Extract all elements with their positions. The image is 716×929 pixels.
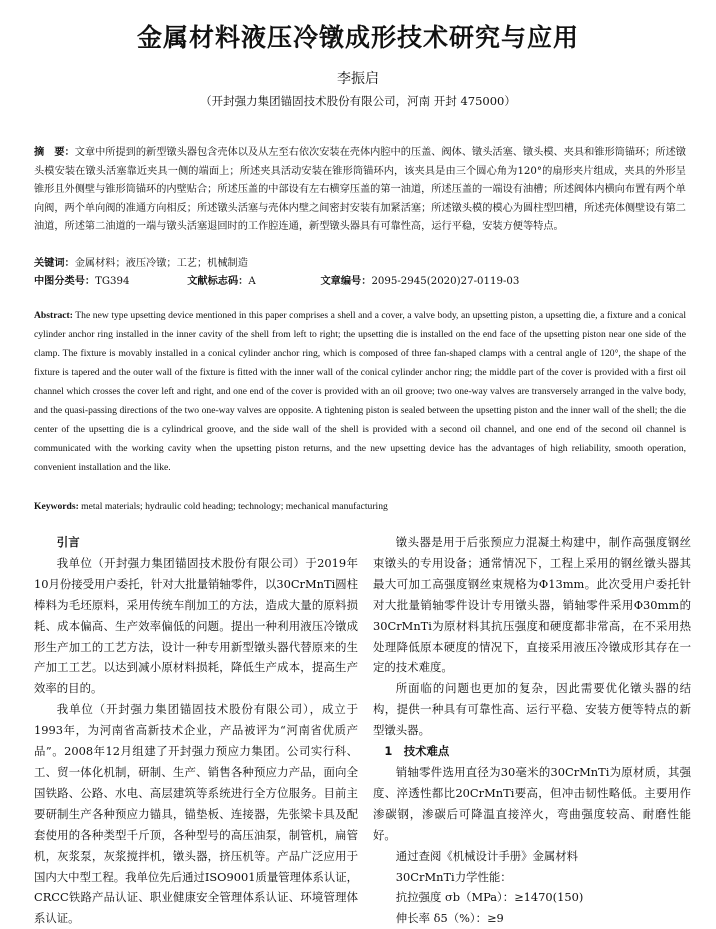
body-paragraph: 镦头器是用于后张预应力混凝土构建中，制作高强度钢丝束镦头的专用设备；通常情况下，工程上采用的钢丝镦头器其最大可加工高强度钢丝束规格为Φ13mm。此次受用户委托针对大批量销轴零件设计专用镦头器，销轴零件采用Φ30mm的30CrMnTi为原材料其抗压强度和硬度都非常高，在不采用热处理降低原本硬度的情况下，直接采用液压冷镦成形其存在一定的技术难度。	[373, 535, 691, 675]
doc-label: 文献标志码：	[187, 275, 249, 287]
clc-number	[34, 272, 184, 287]
paper-title: 金属材料液压冷镦成形技术研究与应用	[136, 23, 579, 52]
abstract-cn-text: 文章中所提到的新型镦头器包含壳体以及从左至右依次安装在壳体内腔中的压盖、阀体、镦头活塞、镦头模、夹具和锥形筒锚环；所述镦头模安装在镦头活塞靠近夹具一侧的端面上；所述夹具活动安装在锥形筒锚环内，该夹具是由三个圆心角为120°的扇形夹片组成，夹具的外形呈锥形且外侧壁与锥形筒锚环的内壁贴合；所述压盖的中部设有左右横穿压盖的第一油道，所述压盖的一端设有油槽；所述阀体内横向布置有两个单向阀，两个单向阀的准通方向相反；所述镦头活塞与壳体内壁之间密封安装有加紧活塞；所述镦头模的模心为圆柱型凹槽，所述壳体侧壁设有第二油道，所述第二油道的一端与镦头活塞退回时的工作腔连通，新型镦头器具有可靠性高，运行平稳，安装方便等特点。	[34, 147, 686, 232]
art-label: 文章编号：	[320, 275, 372, 287]
keywords-en-text: metal materials; hydraulic cold heading; technology; mechanical manufacturing	[78, 501, 388, 512]
document-code	[187, 272, 297, 287]
article-metadata	[34, 272, 686, 287]
abstract-english	[34, 306, 686, 477]
body-column-left	[34, 532, 358, 929]
body-paragraph: 我单位（开封强力集团锚固技术股份有限公司）于2019年10月份接受用户委托，针对大批量销轴零件，以30CrMnTi圆柱棒料为毛坯原料，采用传统车削加工的方法，造成大量的原料损耗、成本偏高、生产效率偏低的问题。提出一种利用液压冷镦成形生产加工的工艺方法，设计一种专用新型镦头器代替原来的生产加工工艺。以达到减小原材料损耗，降低生产成本，提高生产效率的目的。	[34, 555, 358, 696]
body-paragraph: 我单位（开封强力集团锚固技术股份有限公司），成立于1993年，为河南省高新技术企业，产品被评为“河南省优质产品”。2008年12月组建了开封强力预应力集团。公司实行科、工、贸一体化机制，研制、生产、销售各种预应力产品，面向全国铁路、公路、水电、高层建筑等系统进行全方位服务。目前主要研制生产各种预应力锚具，锚垫板、连接器，先张梁卡具及配套使用的各种类型千斤顶，各种型号的高压油泵，制管机，扁管机，灰浆泵，灰浆搅拌机，镦头器，挤压机等。产品广泛应用于国内大中型工程。我单位先后通过ISO9001质量管理体系认证，CRCC铁路产品认证、职业健康安全管理体系认证、环境管理体系认证。	[34, 702, 359, 926]
keywords-en-label: Keywords:	[34, 501, 79, 512]
keywords-english	[34, 501, 686, 512]
article-number	[321, 272, 520, 287]
keywords-chinese	[34, 254, 686, 269]
body-line: 抗拉强度 σb（MPa）：≥1470(150)	[395, 890, 584, 905]
body-paragraph: 销轴零件选用直径为30毫米的30CrMnTi为原材质，其强度、淬透性都比20CrMnTi要高，但冲击韧性略低。主要用作渗碳钢，渗碳后可降温直接淬火，弯曲强度较高、耐磨性能好。	[373, 764, 691, 842]
abstract-chinese	[34, 143, 686, 237]
author-affiliation: （开封强力集团锚固技术股份有限公司，河南 开封 475000）	[200, 94, 516, 108]
clc-label: 中图分类号：	[34, 275, 96, 287]
doc-value: A	[248, 276, 256, 287]
keywords-cn-label: 关键词：	[34, 257, 75, 269]
section-heading: 1 技术难点	[384, 744, 450, 759]
author-name: 李振启	[337, 71, 379, 87]
art-value: 2095-2945(2020)27-0119-03	[371, 276, 520, 287]
body-paragraph: 所面临的问题也更加的复杂，因此需要优化镦头器的结构，提供一种具有可靠性高、运行平稳、安装方便等特点的新型镦头器。	[373, 681, 691, 738]
abstract-cn-label: 摘 要：	[34, 146, 75, 158]
abstract-en-text: The new type upsetting device mentioned in this paper comprises a shell and a cover, a valve body, an upsetting piston, a upsetting die, a fixture and a conical cylinder anchor ring installed in the inner cavity of the shell from left to right; the upsetting die is installed on the end face of the upsetting piston near one side of the clamp. The fixture is movably installed in a conical cylinder anchor ring, which is composed of three fan-shaped clamps with a central angle of 120°, the shape of the fixture is tapered and the outer wall of the fixture is fitted with the inner wall of the conical cylinder anchor ring; the middle part of the cover is provided with a first oil channel which crosses the cover left and right, and one end of the cover is provided with an oil groove; two one-way valves are transversely arranged in the valve body, and the quasi-passing directions of the two one-way valves are opposite. A tightening piston is sealed between the upsetting piston and the inner wall of the shell; the die center of the upsetting die is a cylindrical groove, and the side wall of the shell is provided with a second oil channel, and one end of the second oil channel is communicated with the working cavity when the upsetting piston returns, and the new upsetting device has the advantages of high reliability, smooth operation, convenient installation and the like.	[34, 310, 686, 473]
body-line: 伸长率 δ5（%）：≥9	[395, 911, 504, 926]
keywords-cn-text: 金属材料；液压冷镦；工艺；机械制造	[74, 258, 248, 269]
abstract-en-label: Abstract:	[34, 310, 73, 321]
body-column-right	[373, 532, 691, 929]
body-line: 通过查阅《机械设计手册》金属材料	[395, 848, 579, 863]
intro-heading: 引言	[56, 535, 80, 549]
clc-value: TG394	[95, 276, 130, 287]
body-line: 30CrMnTi力学性能：	[395, 869, 512, 884]
